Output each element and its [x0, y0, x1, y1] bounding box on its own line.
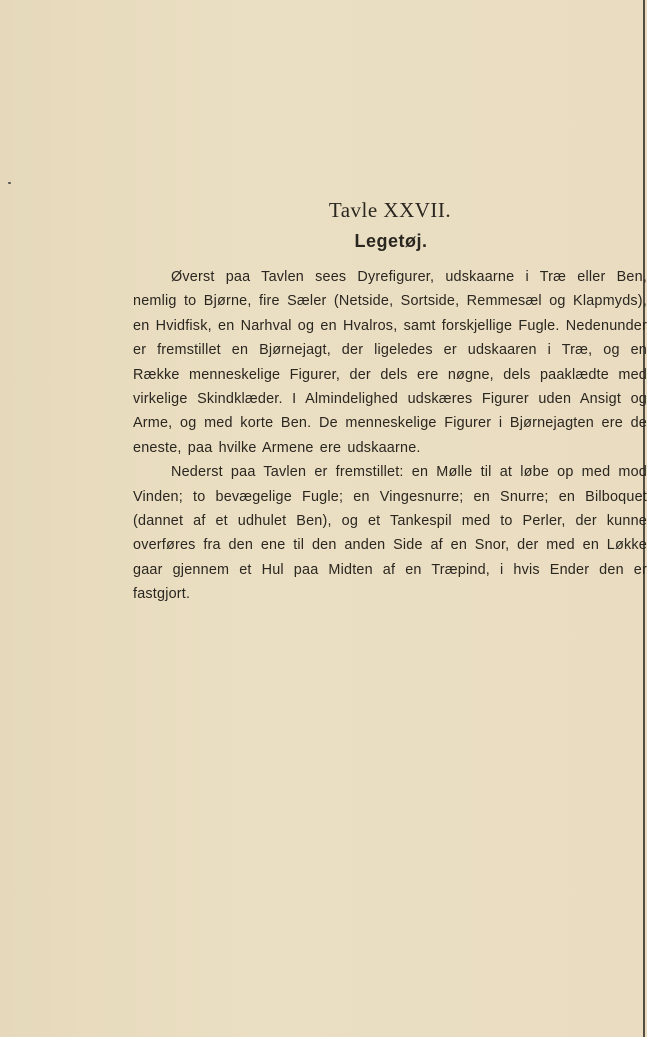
paragraph-upper-figures: Øverst paa Tavlen sees Dyrefigurer, udskaarne i Træ eller Ben, nemlig to Bjørne, fire Sæler (Netside, Sortside, Remmesæl og Klapmyds), en Hvidfisk, en Narhval og en Hvalros, samt forskjellige Fugle. Nedenunder er fremstillet en Bjørnejagt, der ligeledes er udskaaren i Træ, og en Række menneskelige Figurer, der dels ere nøgne, dels paaklædte med virkelige Skindklæder. I Almindelighed udskæres Figurer uden Ansigt og Arme, og med korte Ben. De menneskelige Figurer i Bjørnejagten ere de eneste, paa hvilke Armene ere udskaarne. — [133, 269, 647, 456]
plate-title — [0, 198, 647, 223]
body-text — [133, 265, 647, 607]
plate-title-text: Tavle XXVII. — [328, 198, 452, 222]
plate-subtitle: Legetøj. — [354, 231, 428, 251]
paragraph-lower-toys: Nederst paa Tavlen er fremstillet: en Mølle til at løbe op med mod Vinden; to bevægelige Fugle; en Vingesnurre; en Snurre; en Bilboquet (dannet af et udhulet Ben), og et Tankespil med to Perler, der kunne overføres fra den ene til den anden Side af en Snor, der med en Løkke gaar gjennem et Hul paa Midten af en Træpind, i hvis Ender den er fastgjort. — [133, 464, 647, 603]
print-speck — [8, 182, 11, 184]
